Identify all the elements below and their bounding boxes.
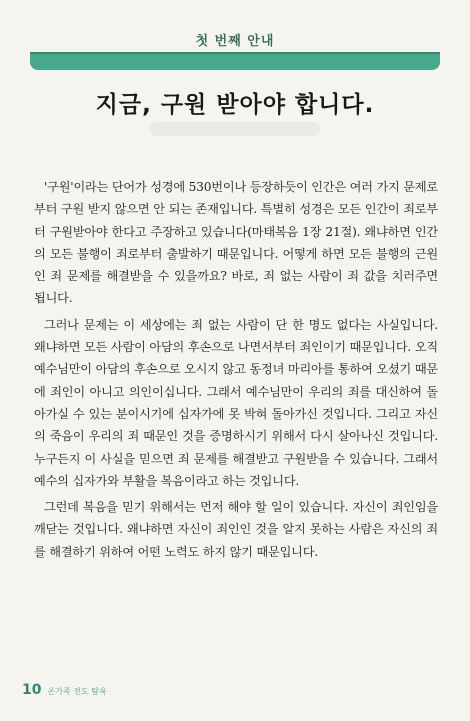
book-title: 온가족 전도 탐욕 xyxy=(47,687,107,696)
page-title: 지금, 구원 받아야 합니다. xyxy=(95,92,375,118)
paragraph-2: 그러나 문제는 이 세상에는 죄 없는 사람이 단 한 명도 없다는 사실입니다. 왜냐하면 모든 사람이 아담의 후손으로 나면서부터 죄인이기 때문입니다. 오직 예수님만이 아담의 후손으로 오시지 않고 동정녀 마리아를 통하여 오셨기 때문에 죄인이 아니고 의인이십니다. 그래서 예수님만이 우리의 죄를 대신하여 돌아가실 수 있는 분이시기에 십자가에 못 박혀 돌아가신 것입니다. 그리고 자신의 죽음이 우리의 죄 때문인 것을 증명하시기 위해서 다시 살아나신 것입니다. 누구든지 이 사실을 믿으면 죄 문제를 해결받고 구원받을 수 있습니다. 그래서 예수의 십자가와 부활을 복음이라고 하는 것입니다. xyxy=(34,317,438,488)
header-banner xyxy=(30,52,440,70)
page-footer xyxy=(22,682,107,698)
paragraph-3: 그런데 복음을 믿기 위해서는 먼저 해야 할 일이 있습니다. 자신이 죄인임을 깨닫는 것입니다. 왜냐하면 자신이 죄인인 것을 알지 못하는 사람은 자신의 죄를 해결하기 위하여 어떤 노력도 하지 않기 때문입니다. xyxy=(34,500,438,559)
title-shadow xyxy=(150,122,320,136)
chapter-label: 첫 번째 안내 xyxy=(195,34,275,49)
page-number: 10 xyxy=(22,682,42,698)
paragraph-1: '구원'이라는 단어가 성경에 530번이나 등장하듯이 인간은 여러 가지 문제로부터 구원 받지 않으면 안 되는 존재입니다. 특별히 성경은 모든 인간이 죄로부터 구원받아야 한다고 주장하고 있습니다(마태복음 1장 21절). 왜냐하면 인간의 모든 불행이 죄로부터 출발하기 때문입니다. 어떻게 하면 모든 불행의 근원인 죄 문제를 해결받을 수 있을까요? 바로, 죄 없는 사람이 죄 값을 치러주면 됩니다. xyxy=(34,180,438,306)
body-text xyxy=(34,176,438,567)
